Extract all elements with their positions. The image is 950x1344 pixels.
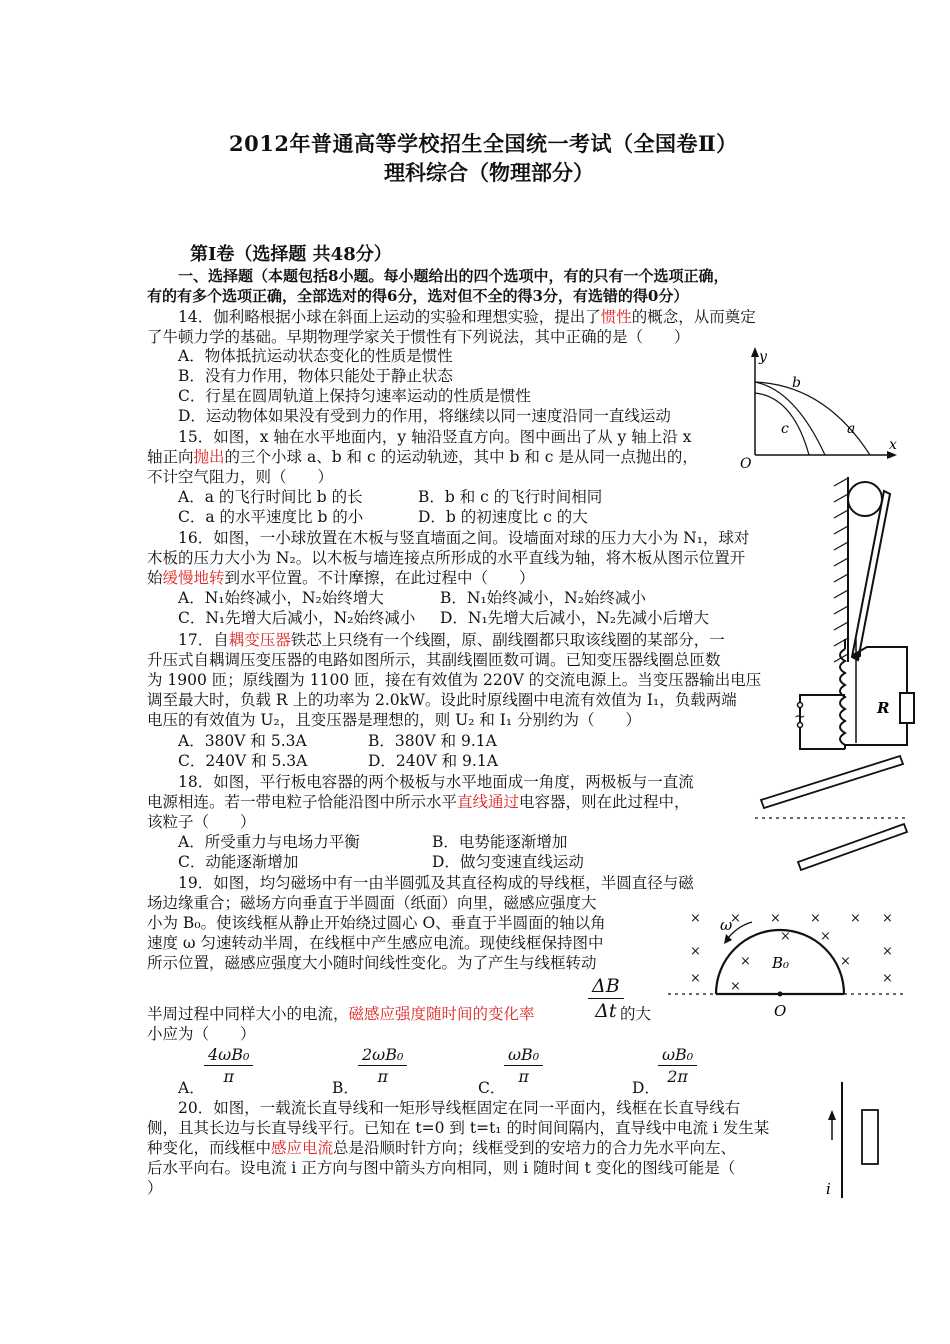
q17-line5: 电压的有效值为 U₂，且变压器是理想的，则 U₂ 和 I₁ 分别约为（ ） [147,711,642,729]
q20-line1: 20．如图，一载流长直导线和一矩形导线框固定在同一平面内，线框在长直导线右 [178,1099,741,1117]
q19-option-b-label: B． [332,1079,359,1097]
q15-fig-c-label: c [781,421,789,437]
svg-text:×: × [740,954,751,969]
q19-line5: 所示位置，磁感应强度大小随时间线性变化。为了产生与线框转动 [147,954,597,972]
svg-text:×: × [882,911,893,926]
svg-text:×: × [770,911,781,926]
q16-line1: 16．如图，一小球放置在木板与竖直墙面之间。设墙面对球的压力大小为 N₁，球对 [178,529,750,547]
q19-fig-o-label: O [774,1002,787,1020]
q17-fig-ac-source-label: ~ [794,709,806,725]
q15-fig-origin-label: O [740,456,752,472]
q14-line1: 14．伽利略根据小球在斜面上运动的实验和理想实验，提出了惯性的概念，从而奠定 [178,308,756,326]
q16-option-c: C．N₁先增大后减小，N₂始终减小 [178,609,416,627]
q17-line4: 调至最大时，负载 R 上的功率为 2.0kW。设此时原线圈中电流有效值为 I₁，负载两端 [147,691,737,709]
svg-text:×: × [840,954,851,969]
exam-title: 2012年普通高等学校招生全国统一考试（全国卷Ⅱ） [229,131,738,156]
q14-option-c: C．行星在圆周轨道上保持匀速率运动的性质是惯性 [178,387,531,405]
q15-fig-a-label: a [847,421,856,437]
q19-option-d-fraction: ωB₀ 2π [658,1045,697,1086]
q15-option-c: C．a 的水平速度比 b 的小 [178,508,364,526]
q20-line5: ） [147,1179,163,1197]
q20-line3: 种变化，而线框中感应电流总是沿顺时针方向；线框受到的安培力的合力先水平向左、 [147,1139,737,1157]
q18-capacitor-plates-figure [755,760,915,880]
q18-option-b: B．电势能逐渐增加 [432,833,568,851]
q15-option-d: D．b 的初速度比 c 的大 [418,508,588,526]
q16-line3: 始缓慢地转到水平位置。不计摩擦，在此过程中（ ） [147,569,535,587]
exam-subtitle: 理科综合（物理部分） [384,160,594,185]
q19-option-a-fraction: 4ωB₀ π [204,1045,253,1086]
q19-fig-b0-label: B₀ [772,954,790,972]
q16-line2: 木板的压力大小为 N₂。以木板与墙连接点所形成的水平直线为轴，将木板从图示位置开 [147,549,746,567]
svg-text:×: × [882,971,893,986]
svg-text:×: × [690,911,701,926]
q18-option-d: D．做匀变速直线运动 [432,853,584,871]
q15-highlight: 抛出 [193,448,225,466]
svg-text:×: × [730,979,741,994]
svg-text:×: × [780,929,791,944]
q18-highlight: 直线通过 [457,793,520,811]
q15-option-b: B．b 和 c 的飞行时间相同 [418,488,603,506]
q19-option-a-label: A． [178,1079,205,1097]
q14-option-d: D．运动物体如果没有受到力的作用，将继续以同一速度沿同一直线运动 [178,407,671,425]
q19-line1: 19．如图，均匀磁场中有一由半圆弧及其直径构成的导线框，半圆直径与磁 [178,874,694,892]
q14-option-a: A．物体抵抗运动状态变化的性质是惯性 [178,347,453,365]
q19-highlight: 磁感应强度随时间的变化率 [348,1005,535,1023]
q16-highlight: 缓慢地转 [162,569,225,587]
q18-option-c: C．动能逐渐增加 [178,853,299,871]
q19-semicircle-field-figure [668,900,908,1025]
svg-text:×: × [850,911,861,926]
q17-option-a: A．380V 和 5.3A [178,732,307,750]
q19-line7: 小应为（ ） [147,1025,256,1043]
q17-line2: 升压式自耦调压变压器的电路如图所示，其副线圈匝数可调。已知变压器线圈总匝数 [147,651,721,669]
q14-line2: 了牛顿力学的基础。早期物理学家关于惯性有下列说法，其中正确的是（ ） [147,328,690,346]
q16-option-d: D．N₁先增大后减小，N₂先减小后增大 [440,609,709,627]
q19-line4: 速度 ω 匀速转动半周，在线框中产生感应电流。现使线框保持图中 [147,934,604,952]
q15-line3: 不计空气阻力，则（ ） [147,468,334,486]
q19-option-c-fraction: ωB₀ π [504,1045,543,1086]
q15-line2: 轴正向抛出的三个小球 a、b 和 c 的运动轨迹，其中 b 和 c 是从同一点抛出的， [147,448,698,466]
q17-line1: 17．自耦变压器铁芯上只绕有一个线圈，原、副线圈都只取该线圈的某部分，一 [178,631,725,649]
svg-text:×: × [690,971,701,986]
q18-option-a: A．所受重力与电场力平衡 [178,833,360,851]
q16-option-a: A．N₁始终减小，N₂始终增大 [178,589,384,607]
q20-highlight: 感应电流 [271,1139,334,1157]
q19-rate-fraction: ΔB Δt [588,975,624,1022]
q15-fig-y-label: y [759,349,767,365]
q15-fig-b-label: b [792,375,801,391]
q16-option-b: B．N₁始终减小，N₂始终减小 [440,589,646,607]
q20-line4: 后水平向右。设电流 i 正方向与图中箭头方向相同，则 i 随时间 t 变化的图线可能是（ [147,1159,736,1177]
q19-option-b-fraction: 2ωB₀ π [358,1045,407,1086]
q18-line1: 18．如图，平行板电容器的两个极板与水平地面成一角度，两极板与一直流 [178,773,694,791]
q19-fig-omega-label: ω [720,916,733,934]
svg-text:×: × [820,929,831,944]
q20-wire-loop-figure [818,1080,898,1200]
q14-highlight: 惯性 [600,308,632,326]
section-instructions-line1: 一、选择题（本题包括8小题。每小题给出的四个选项中，有的只有一个选项正确， [178,267,729,285]
q17-option-b: B．380V 和 9.1A [368,732,497,750]
q15-option-a: A．a 的飞行时间比 b 的长 [178,488,363,506]
section-title: 第Ⅰ卷（选择题 共48分） [190,244,392,265]
svg-text:×: × [882,944,893,959]
q18-line2: 电源相连。若一带电粒子恰能沿图中所示水平直线通过电容器，则在此过程中， [147,793,690,811]
q15-trajectory-figure [735,345,905,470]
q19-line6-end: 的大 [620,1005,652,1023]
svg-text:×: × [810,911,821,926]
q19-line3: 小为 B₀。使该线框从静止开始绕过圆心 O、垂直于半圆面的轴以角 [147,914,606,932]
q19-option-d-label: D． [632,1079,660,1097]
q20-line2: 侧，且其长边与长直导线平行。已知在 t=0 到 t=t₁ 的时间间隔内，直导线中电流 i 发生某 [147,1119,770,1137]
q19-line2: 场边缘重合；磁场方向垂直于半圆面（纸面）向里，磁感应强度大 [147,894,597,912]
q15-line1: 15．如图，x 轴在水平地面内，y 轴沿竖直方向。图中画出了从 y 轴上沿 x [178,428,692,446]
q19-line6: 半周过程中同样大小的电流，磁感应强度随时间的变化率 [147,1005,535,1023]
q14-option-b: B．没有力作用，物体只能处于静止状态 [178,367,453,385]
q17-option-d: D．240V 和 9.1A [368,752,498,770]
svg-text:×: × [690,944,701,959]
svg-text:×: × [730,911,741,926]
q20-fig-i-label: i [826,1180,831,1198]
q19-option-c-label: C． [478,1079,506,1097]
q15-fig-x-label: x [889,437,897,453]
q18-line3: 该粒子（ ） [147,813,256,831]
section-instructions-line2: 有的有多个选项正确，全部选对的得6分，选对但不全的得3分，有选错的得0分） [147,287,689,305]
q17-fig-r-label: R [877,699,890,717]
q17-transformer-circuit-figure [795,635,910,755]
q17-option-c: C．240V 和 5.3A [178,752,308,770]
q17-highlight: 耦变压器 [228,631,291,649]
q17-line3: 为 1900 匝；原线圈为 1100 匝，接在有效值为 220V 的交流电源上。当变压器输出电压 [147,671,762,689]
